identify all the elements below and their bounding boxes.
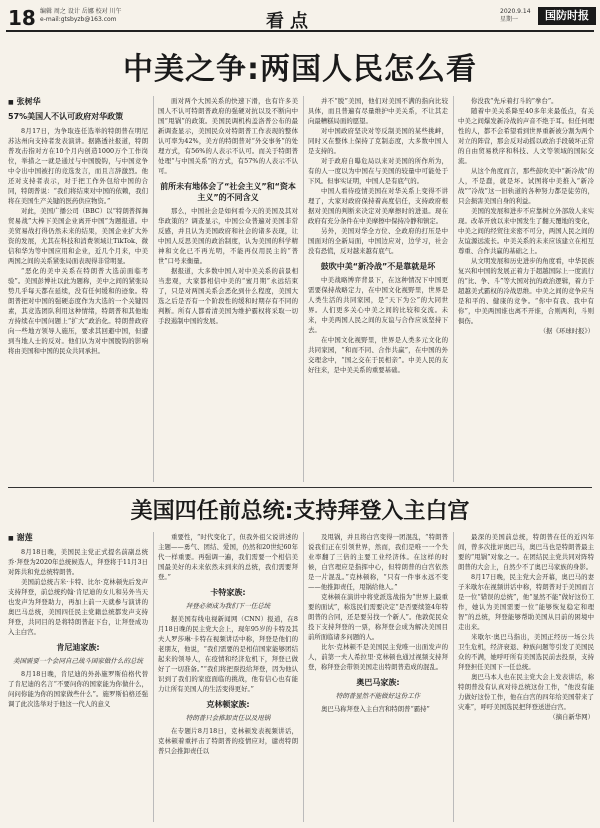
paragraph: 比尔·克林顿不是美国民主党唯一出面发声的人，前第一夫人希拉里·克林顿也通过视频支持拜登，称拜登会带领美国走出特朗普造成的混乱。 xyxy=(308,643,448,671)
article2-subquote-obama: 特朗普显然不能做好这份工作 xyxy=(335,692,421,700)
article-divider xyxy=(8,487,592,488)
column-divider xyxy=(153,96,154,482)
paragraph: 及甩锅，并且将白宫变得一团混乱，“特朗普说我们正在引领世界，然而，我们是唯一一个失业率翻了三倍的主要工业经济体。在这样的时候，白宫理应是指挥中心，但特朗普的白宫依然是一片混乱。”克林顿称，“只有一件事永远不变——他推卸责任，甩锅给他人。” xyxy=(308,533,448,591)
paragraph: 8月18日晚，美国民主党正式提名前副总统乔·拜登为2020年总统候选人，拜登将于11月3日对阵共和党总统特朗普。 xyxy=(8,548,148,576)
article1-byline: ■ 张树华 xyxy=(8,96,148,107)
column-divider xyxy=(453,96,454,482)
article1-credit: （据《环球时报》） xyxy=(539,327,594,335)
paragraph: 对此，美国广播公司（BBC）以“特朗普挥舞贸易战”大棒下美国企业离开中国”为题报道。中美贸易战打得仍然未来的结果，美国企业扩大外资的发展，尤其在科技和消费领域让TikTok、微信和华为等中国应用和企业，近几个月来，中美两国之间的关系紧张局面表现得非常明显。 xyxy=(8,207,148,265)
article2-subquote-carter: 拜登必须成为我们下一任总统 xyxy=(185,602,271,610)
paragraph: 美国的发展和进步不应靠树立外部敌人来实现。改革开放以来中国发生了翻天覆地的变化，中美之间的经贸往来密不可分，两国人民之间的友谊源远流长。中美关系的未来应该建立在相互尊重、合作共赢的基础之上。 xyxy=(458,207,594,255)
editor-info xyxy=(40,8,122,24)
paragraph: 最深的美国前总统，特朗普在任的近四年间，曾多次批评奥巴马，奥巴马也是特朗普最主要的“甩锅”对象之一。在团结民主党共同对阵特朗普的大会上，自然少不了奥巴马家族的身影。 xyxy=(458,533,594,571)
paragraph: 另外，美国对华全方位、全政府的打压是中国面对的全新局面，中国边应对，边学习，社会没有恐慌，反对越来越有底气。 xyxy=(308,227,448,255)
paragraph: 从这个角度而言，那些鼓吹美中“新冷战”的人，不是蠢，就是坏。试图将中美推入“新冷战”“冷战”这一旧轨道的各种努力都是徒劳的，只会损害美国自身的利益。 xyxy=(458,167,594,205)
article2-credit: （摘自新华网） xyxy=(549,713,594,721)
article2-subquote-kennedy: 美国需要一个会同自己战斗国家做什么的总统 xyxy=(13,657,143,665)
paragraph: 你没我“先斥着打斗的”拳台”。 xyxy=(471,97,558,105)
section-title: 看点 xyxy=(266,11,314,32)
article2-col3 xyxy=(308,532,448,822)
article1-headline: 中美之争:两国人民怎么看 xyxy=(123,52,477,87)
article2-subquote-clinton: 特朗普只会推卸责任以及甩锅 xyxy=(185,714,271,722)
paragraph: 随着中美关系降至40多年来最低点，有关中美之间爆发新冷战的声音不绝于耳。但任何理性的人，都不会希望看到世界重新被分割为两个对立的阵营，那会反对动摇以政治手段破坏正常的自由贸易秩序和科技、人文等领域的国际交流。 xyxy=(458,107,594,165)
article1-col3 xyxy=(308,96,448,486)
article1-lead: 57%美国人不认可政府对华政策 xyxy=(8,112,124,121)
paragraph: 米歇尔·奥巴马指出，美国正经历一场公共卫生危机，经济衰退、种族问题等引发了美国民众的不满，她呼吁所有美国选民前去投票，支持拜登担任美国下一任总统。 xyxy=(458,633,594,671)
column-divider xyxy=(453,532,454,822)
date-line: 2020.9.14 xyxy=(500,8,531,15)
paragraph: 中国人看待疫情美国在对华关系上变得不讲理了，大家对政府保持着高度信任，支持政府根据对美国的判断来决定对美摩擦时的进退。现在政府有充分条件在中美摩擦中保持冷静和镇定。 xyxy=(308,187,448,225)
paragraph: 据报道，大多数中国人对中美关系的前景相当悲观，大家都相信中美的“蜜月期”永远结束了，只是对两国关系会恶化到什么程度，美国大选之后是否有一个阶段性的缓和时期存有不同的判断。所有人都看清美国为维护霸权将采取一切手段遏制中国的发展。 xyxy=(158,267,298,325)
issue-date xyxy=(500,8,531,24)
paragraph: 重要性，“时代变化了，但我外祖父说讲述的主题——勇气、团结、爱国，仍然和20世纪60年代一样重要。再强调一遍，我们需要一个相信美国最美好的未来依然未到来的总统，我们需要拜登。” xyxy=(158,533,298,581)
article2-byline: ■ 谢莲 xyxy=(8,532,148,543)
article1-col4 xyxy=(458,96,594,486)
paragraph: 对中国政府坚决对等反制美国的某些挑衅，同时又在整体上保持了克制态度，大多数中国人是支持的。 xyxy=(308,127,448,155)
paragraph: 在专题片8月18日，克林顿发表视频讲话，克林顿着重抨击了特朗普的疫情应对，谴责特朗普只会推卸责任以 xyxy=(158,727,298,755)
paragraph: 在中国文化视野里，世界是人类多元文化的共同家园，“和而不同、合作共赢”，在中国的外交理念中，“国之交在于民相亲”。中美人民的友好往来，是中美关系的重要基础。 xyxy=(308,336,448,374)
newspaper-logo: 国防时报 xyxy=(538,7,596,25)
article2-headline: 美国四任前总统:支持拜登入主白宫 xyxy=(130,499,470,524)
article1-col2 xyxy=(158,96,298,486)
column-divider xyxy=(303,96,304,482)
weekday-line: 星期一 xyxy=(500,16,519,23)
paragraph: 克林顿在演讲中将党派选战指为“世界上最重要的面试”，称选民们需要决定“是否要续签4年特朗普的合同，还是要另找一个新人”。他敦促民众投下支持拜登的一票，称拜登会成为解决美国目前所面临诸多问题的人。 xyxy=(308,593,448,641)
article2-col1 xyxy=(8,532,148,822)
article1-subhead-2: 鼓吹中美“新冷战”不是靠就是坏 xyxy=(320,262,436,271)
article2-subhead-obama: 奥巴马家族: xyxy=(356,678,400,687)
paragraph: 8月17日晚，民主党大会开幕，奥巴马的妻子米歇尔在视频讲话中称，特朗普对于美国而言是一位“错误的总统”，他“显然不能”做好这份工作，她认为美国需要一位“能够恢复稳定和理智”的总统，拜登能够帮助美国从目前的困境中走出来。 xyxy=(458,573,594,631)
paragraph: 那么，中国社会是如何看今天的美国及其对华政策的？调查显示，中国公众普遍对美国非常反感，并且认为美国政府和社会的诸多表现，让中国人反思美国的政治制度，认为美国的科学精神和文化已不再光明，不能再仅用民主的“普世”口号来衡量。 xyxy=(158,207,298,265)
page-number: 18 xyxy=(8,6,36,30)
page-header xyxy=(6,4,594,32)
email-line: e-mail:gtsbyzb@163.com xyxy=(40,16,117,23)
paragraph: 8月17日，为争取连任选举的特朗普在明尼苏达州向支持者发表演讲。据路透社报道，特朗普攻击指对方在10个月内创造1000万个工作岗位，举措之一就是通过与中国脱钩，与中国竞争中令出中国被打的竞选发言，而且言辞激烈。他还对支持者表示，对于把工作外包给中国的合同，特朗普说：“我们将结束对中国的依赖，我们将在美国生产关键的医药供应物资。” xyxy=(8,127,148,205)
article2-col2 xyxy=(158,532,298,822)
paragraph: 中美战略博弈背景下，在这种情况下中国更需要保持战略定力，在中国文化视野里，世界是人类生活的共同家园，是“天下为公”的大同世界。人们更多关心中美之间的比较和交流。未来，中美两国人民之间的友谊与合作应该坚持下去。 xyxy=(308,276,448,334)
column-divider xyxy=(303,532,304,822)
paragraph: 并不“脱”美国，他们对美国不满的指向比较具体，而且普遍有尽量维护中美关系，不让其走向最糟糕局面的愿望。 xyxy=(308,97,448,125)
paragraph: 从文明发展和历史进步的角度看，中华民族复兴和中国的发展正着力于超越国际上一度流行的“比、争、斗”等大国对抗的政治逻辑，着力于超越美式霸权的冷战思维。中美之间的竞争应当是和平的、健康的竞争。“你中有我、我中有你”，中美两国谁也离不开谁，合则两利，斗则俱伤。 xyxy=(458,257,594,325)
paragraph: 奥巴马本人也在民主党大会上发表讲话，称特朗普没有认真对待总统这份工作，“他没有能力做好这份工作，他在白宫的四年给美国带来了灾难”，呼吁美国选民把拜登送进白宫。 xyxy=(458,673,594,711)
column-divider xyxy=(153,532,154,822)
article1-col1 xyxy=(8,96,148,486)
article2-subhead-clinton: 克林顿家族: xyxy=(206,700,250,709)
article2-subhead-carter: 卡特家族: xyxy=(210,588,246,597)
article1-subhead-1: 前所未有地体会了“社会主义”和“资本主义”的不同含义 xyxy=(160,182,296,202)
editor-line: 编辑 周之 设计 岳娜 校对 川午 xyxy=(40,8,122,15)
paragraph: 美国前总统吉米·卡特、比尔·克林顿先后发声支持拜登，前总统约翰·肯尼迪的女儿和另外当天也发声为拜登助力，再加上前一天就参与演讲的奥巴马总统，美国四任民主党籍总统都发声支持拜登，共同目的是将特朗普赶下台，让拜登成功入主白宫。 xyxy=(8,578,148,636)
paragraph: 对于政府自曝危局以来对美国的所作所为，有的人一度以为中国在与美国的较量中可能处于下风。但事实证明，中国人是有底气的。 xyxy=(308,157,448,185)
paragraph: 8月18日晚，肯尼迪的外孙施罗斯伯格代替了肯尼迪的名言“不要问你的国家能为你做什么，问问你能为你的国家做些什么”。施罗斯伯格还强调了此次选举对于他这一代人的意义 xyxy=(8,670,148,708)
paragraph: 据美国有线电视新闻网（CNN）报道，在8月18日晚的民主党大会上，现年95岁的卡特及其夫人罗莎琳·卡特在视频讲话中称，拜登是他们的老朋友，他说，“我们需要的是相信国家能够团结起来的领导人，在疫情和经济危机下，拜登已做好了一切准备。”“我们将把票投给拜登，因为他认识到了我们的家庭面临的挑战，他有信心也有能力让所有美国人的生活变得更好。” xyxy=(158,615,298,693)
paragraph: “恶化的美中关系在特朗普大选前面临考验”。美国彭博社以此为题称，美中之间的紧张局势几乎每天都在延续，没有任何缓和的迹象。特朗普把对中国的强硬态度作为大选的一个关键因素，其竞选团队利用这种情绪，特朗普和其他地方持续在中国问题上“扩大”政治化。特朗普政府向一些地方领导人施压，要求其回避中国，但遭到当地人士的反对。他们认为对中国脱钩的影响将由美国和中国的民众共同承担。 xyxy=(8,267,148,355)
paragraph: 奥巴马称拜登入主白宫和特朗普“霸持” xyxy=(321,705,430,713)
article2-col4 xyxy=(458,532,594,822)
paragraph: 面对两个大国关系的快速下滑，也有许多美国人不认可特朗普政府的强硬对抗以及不断向中国“甩锅”的政策。美国民调机构盖洛普公布的最新调查显示，美国民众对特朗普工作表现的整体认可率为42%，美方的特朗普对“外交事务”的处理方式，有56%的人表示不认可。而关于特朗普处理“与中国关系”的方式，有57%的人表示不认可。 xyxy=(158,97,298,175)
article2-subhead-kennedy: 肯尼迪家族: xyxy=(56,643,100,652)
